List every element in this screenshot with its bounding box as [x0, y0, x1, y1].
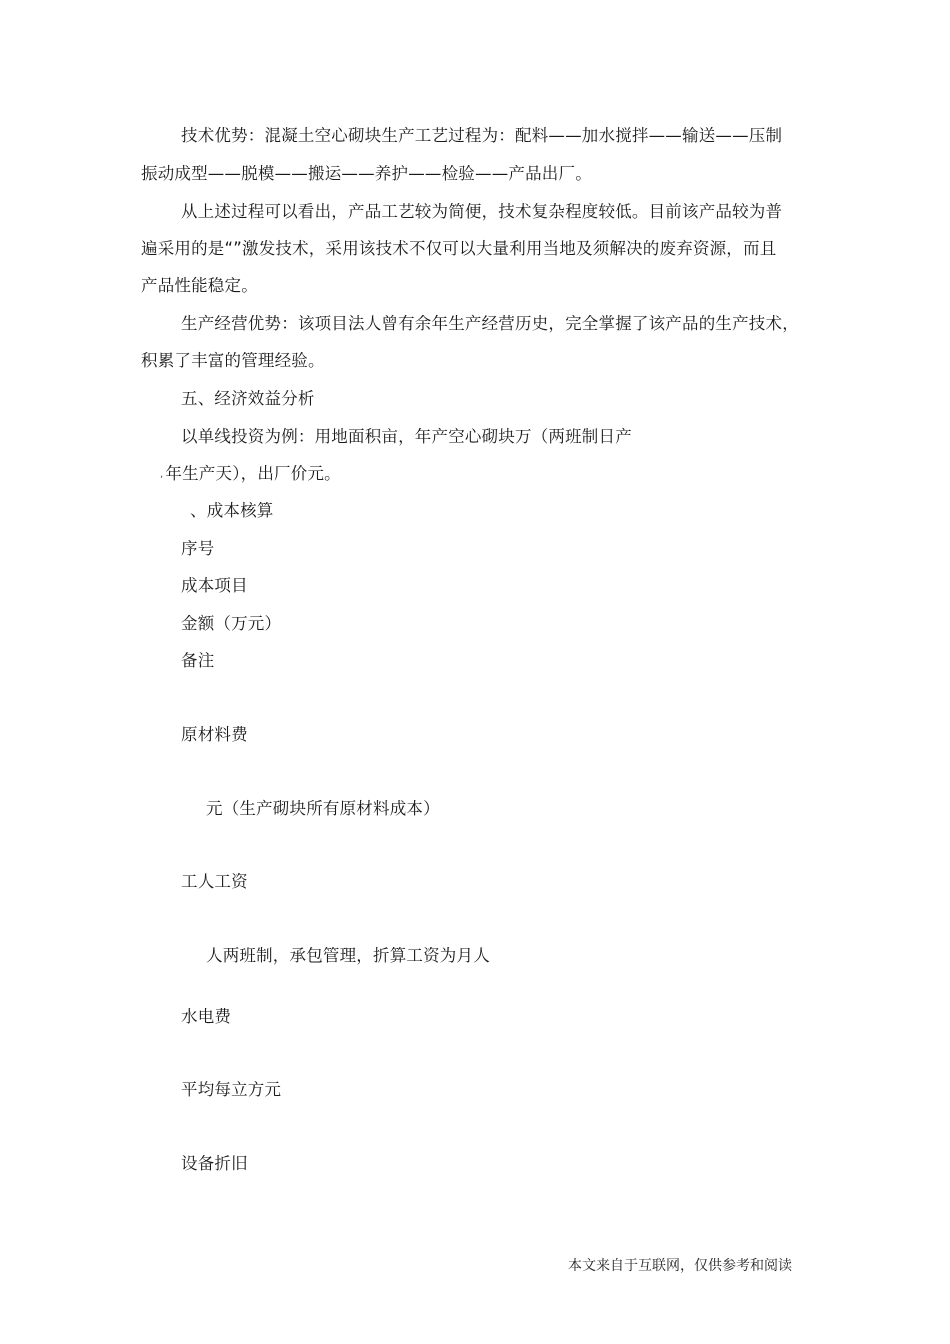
cost-note-labor-wages: 人两班制，承包管理，折算工资为月人	[206, 946, 490, 965]
cost-note-utilities: 平均每立方元	[181, 1080, 282, 1099]
investment-example-line-1: 以单线投资为例：用地面积亩，年产空心砌块万（两班制日产	[181, 427, 632, 446]
process-paragraph-line-3: 产品性能稳定。	[141, 276, 258, 295]
table-header-remarks: 备注	[181, 651, 215, 670]
table-header-cost-item: 成本项目	[181, 576, 248, 595]
process-paragraph-line-2: 遍采用的是“”激发技术，采用该技术不仅可以大量利用当地及须解决的废弃资源，而且	[141, 239, 777, 258]
table-header-serial: 序号	[181, 539, 215, 558]
section-heading-economic-analysis: 五、经济效益分析	[181, 389, 315, 408]
operations-advantage-line-2: 积累了丰富的管理经验。	[141, 351, 325, 370]
cost-item-raw-materials: 原材料费	[181, 725, 248, 744]
cost-accounting-heading: 、成本核算	[190, 501, 274, 520]
footer-disclaimer: 本文来自于互联网，仅供参考和阅读	[568, 1258, 792, 1274]
investment-example-text: 年生产天），出厂价元。	[165, 464, 341, 483]
table-header-amount: 金额（万元）	[181, 614, 282, 633]
tech-advantage-line-2: 振动成型——脱模——搬运——养护——检验——产品出厂。	[141, 164, 592, 183]
stray-comma-mark: ,	[160, 469, 164, 480]
process-paragraph-line-1: 从上述过程可以看出，产品工艺较为简便，技术复杂程度较低。目前该产品较为普	[181, 202, 783, 221]
cost-note-raw-materials: 元（生产砌块所有原材料成本）	[206, 799, 440, 818]
investment-example-line-2	[160, 463, 341, 486]
cost-item-labor-wages: 工人工资	[181, 872, 248, 891]
tech-advantage-line-1: 技术优势：混凝土空心砌块生产工艺过程为：配料——加水搅拌——输送——压制	[181, 126, 783, 145]
cost-item-utilities: 水电费	[181, 1007, 232, 1026]
cost-item-equipment-depreciation: 设备折旧	[181, 1154, 248, 1173]
operations-advantage-line-1: 生产经营优势：该项目法人曾有余年生产经营历史，完全掌握了该产品的生产技术，	[181, 314, 799, 333]
